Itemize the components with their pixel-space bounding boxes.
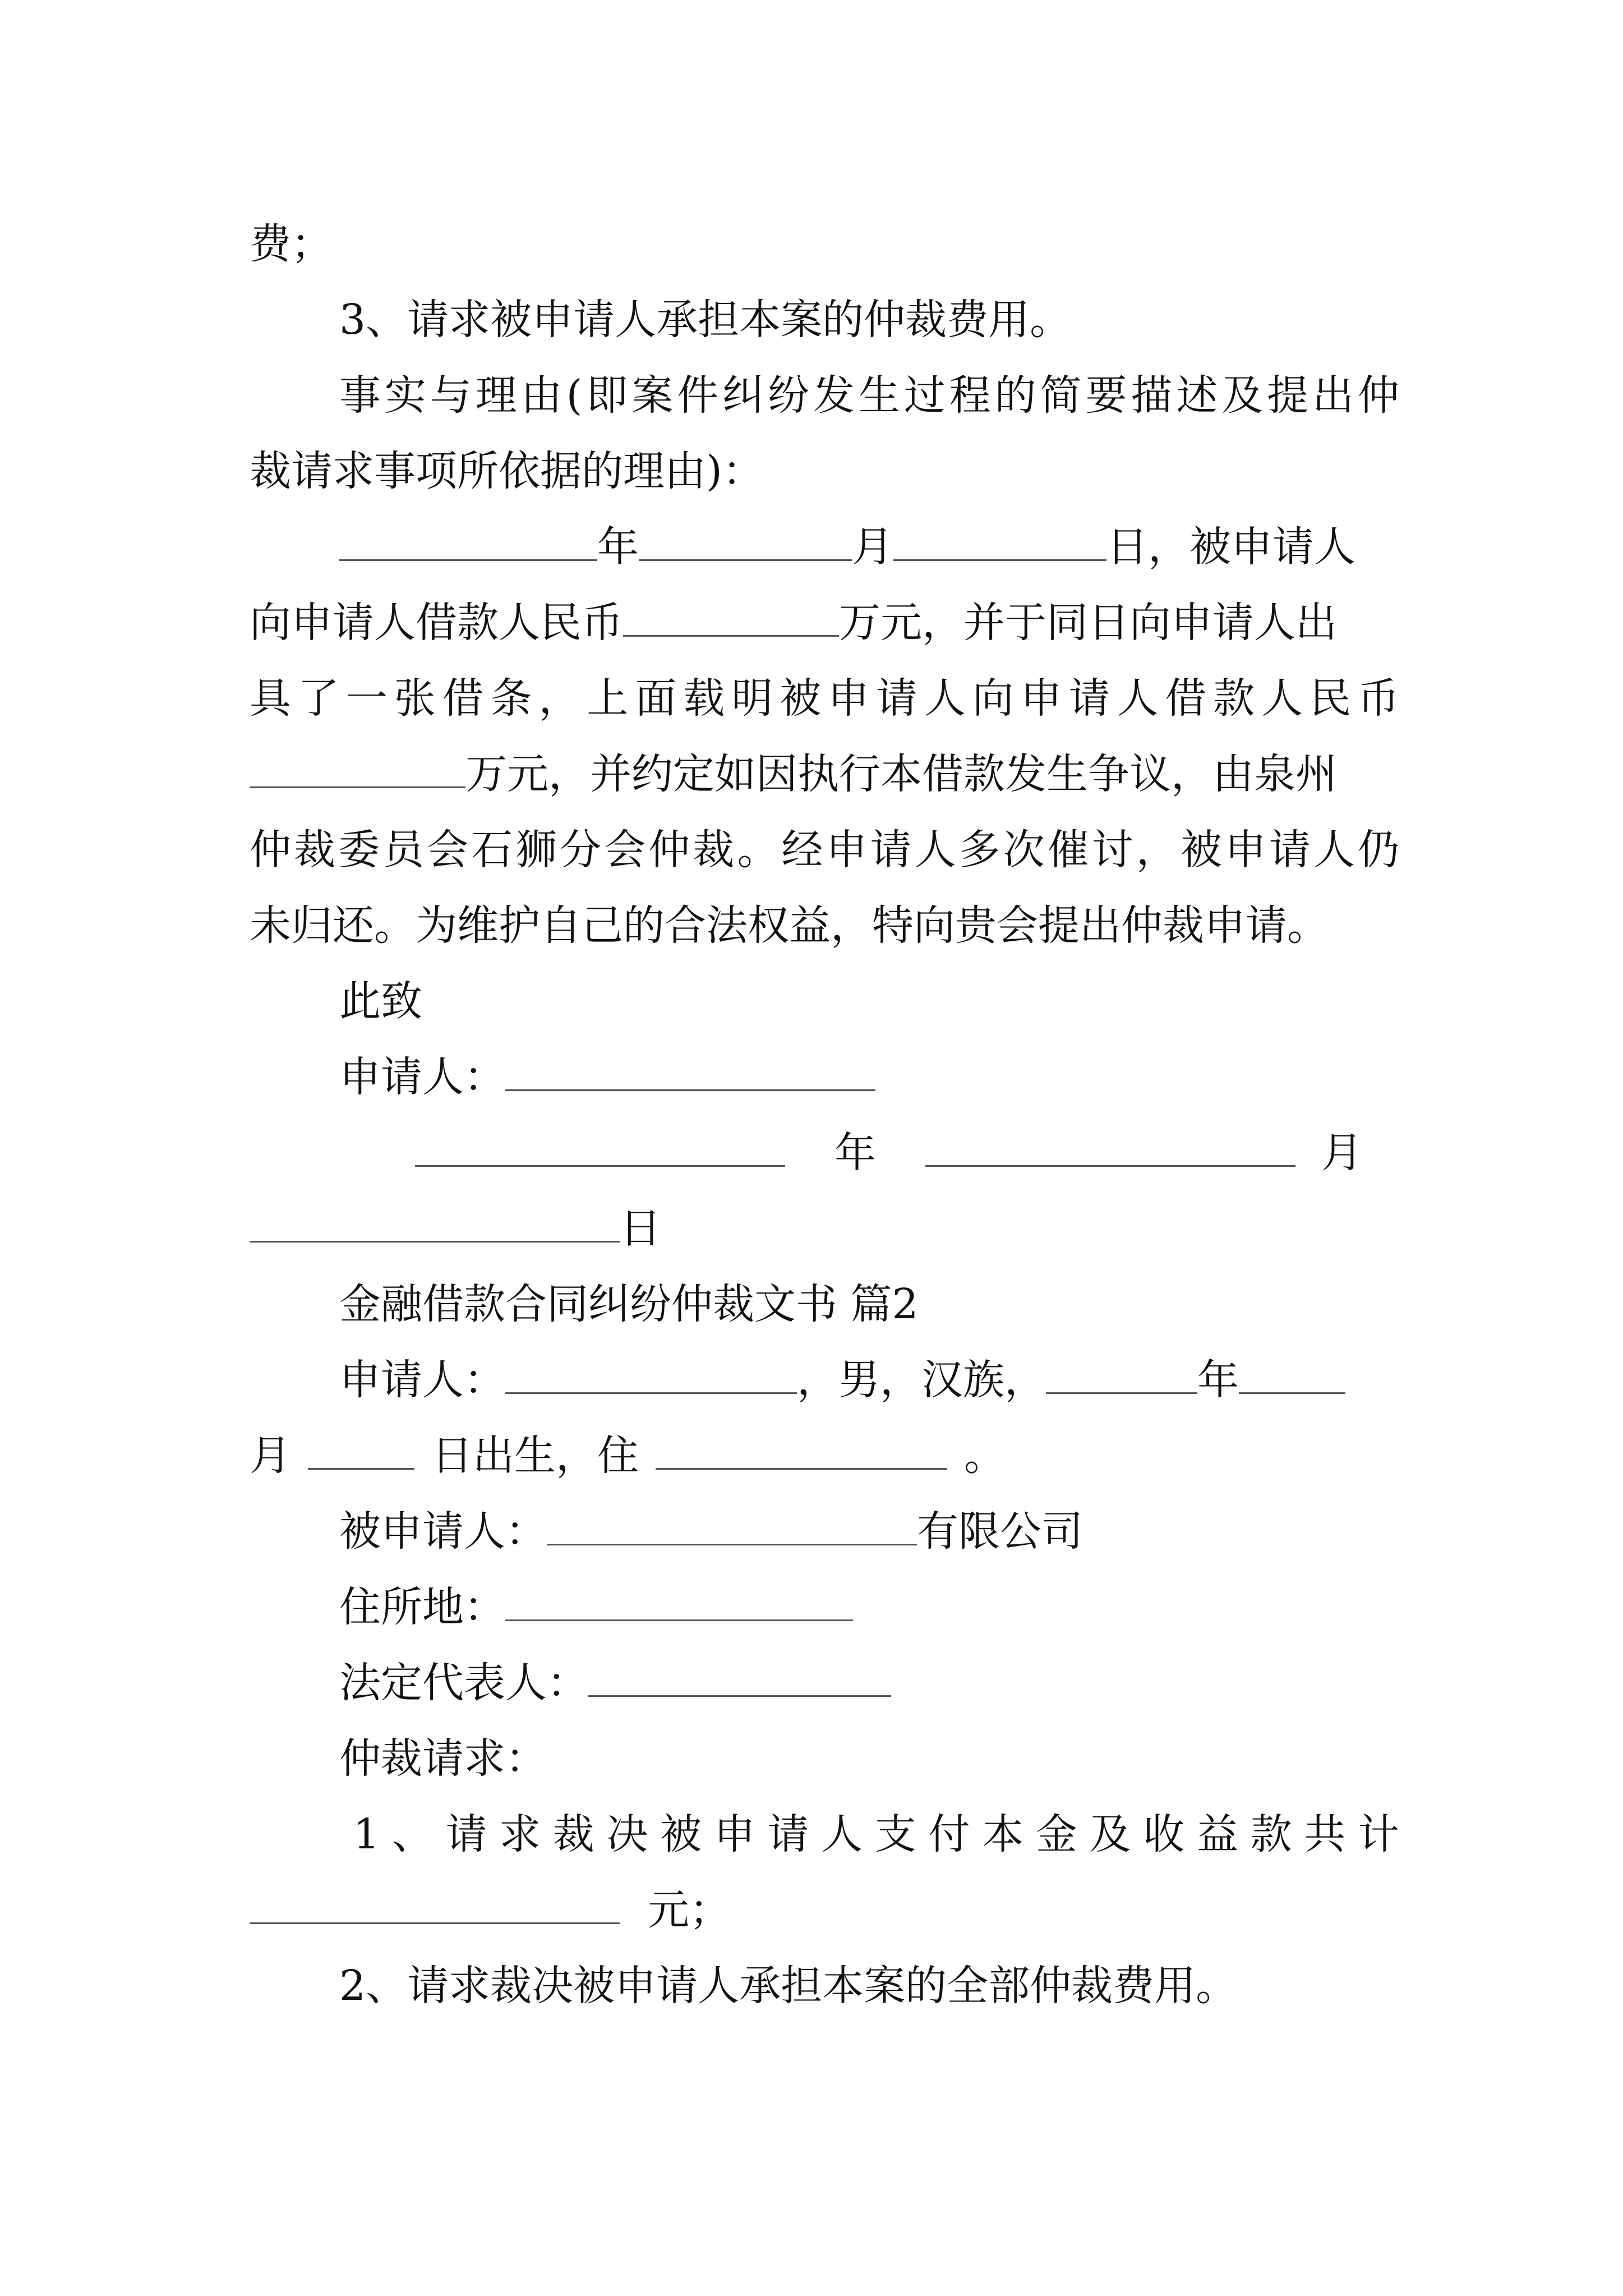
text: 2、请求裁决被申请人承担本案的全部仲裁费用。 [339,1962,1238,2010]
text: 年 [834,1129,876,1177]
text: 申请人： [339,1356,505,1404]
blank-field[interactable] [415,1130,785,1167]
text: 3、请求被申请人承担本案的仲裁费用。 [339,296,1072,344]
text: 年 [597,523,639,571]
text: 日 [620,1204,661,1253]
paragraph-line-9 [250,819,1399,881]
blank-field[interactable] [505,1358,797,1394]
signature-date-line [415,1122,1399,1184]
text: 金融借款合同纠纷仲裁文书 篇2 [339,1280,919,1328]
respondent-line [339,1501,1399,1562]
text: 万元，并约定如因执行本借款发生争议，由泉州 [465,750,1337,798]
facts-heading-line-1 [339,365,1399,426]
text: 法定代表人： [339,1659,588,1707]
signature-day-line [250,1198,1399,1259]
paragraph-line-10 [250,895,1399,956]
blank-field[interactable] [588,1660,891,1697]
blank-field[interactable] [250,1888,620,1924]
text: 元； [648,1886,731,1934]
facts-heading-line-2 [250,440,1399,502]
text: 万元，并于同日向申请人出 [839,599,1337,647]
text: 裁请求事项所依据的理由)： [250,447,764,495]
text: 被申请人： [339,1507,547,1556]
birth-address-line [250,1425,1399,1487]
text: ，男，汉族， [797,1356,1046,1404]
text: 月 [852,523,893,571]
blank-field[interactable] [505,1055,875,1091]
text: 日出生，住 [431,1432,639,1480]
text: 。 [964,1432,1006,1480]
legal-representative-line [339,1652,1399,1714]
claims-heading [339,1728,1399,1789]
text: 具了一张借条，上面载明被申请人向申请人借款人民币 [250,674,1399,723]
applicant-signature-line [339,1046,1399,1108]
claim-2 [339,1955,1399,2017]
blank-field[interactable] [547,1509,917,1545]
text: 1、请求裁决被申请人支付本金及收益款共计 [353,1810,1399,1858]
blank-field[interactable] [505,1585,853,1621]
blank-field[interactable] [250,752,465,788]
blank-field[interactable] [308,1433,414,1470]
address-line [339,1576,1399,1638]
paragraph-line-2 [339,289,1399,351]
salutation [339,970,1399,1032]
text: 向申请人借款人民币 [250,599,623,647]
section-title [339,1273,1399,1335]
blank-field[interactable] [250,1206,620,1243]
paragraph-line-7 [250,668,1399,729]
text: 仲裁请求： [339,1734,547,1783]
blank-field[interactable] [1239,1358,1345,1394]
text: 费； [250,220,333,268]
text: 月 [250,1432,291,1480]
claim-1-line-1 [353,1803,1399,1865]
text: 日，被申请人 [1106,523,1355,571]
text: 有限公司 [917,1507,1083,1556]
applicant-info-line [339,1349,1399,1411]
text: 年 [1197,1356,1239,1404]
blank-field[interactable] [639,524,852,561]
text: 月 [1321,1129,1363,1177]
paragraph-line-1 [250,213,1399,275]
text: 未归还。为维护自己的合法权益，特向贵会提出仲裁申请。 [250,901,1329,950]
blank-field[interactable] [925,1130,1295,1167]
blank-field[interactable] [1046,1358,1197,1394]
text: 仲裁委员会石狮分会仲裁。经申请人多次催讨，被申请人仍 [250,826,1399,874]
text: 事实与理由(即案件纠纷发生过程的简要描述及提出仲 [339,371,1399,420]
blank-field[interactable] [656,1433,947,1470]
text: 住所地： [339,1583,505,1631]
paragraph-line-8 [250,743,1399,805]
claim-1-line-2 [250,1879,1399,1941]
text: 此致 [339,977,422,1025]
blank-field[interactable] [623,600,839,637]
text: 申请人： [339,1053,505,1101]
loan-amount-line [250,592,1399,654]
blank-field[interactable] [893,524,1106,561]
blank-field[interactable] [339,524,597,561]
date-line [339,516,1399,578]
